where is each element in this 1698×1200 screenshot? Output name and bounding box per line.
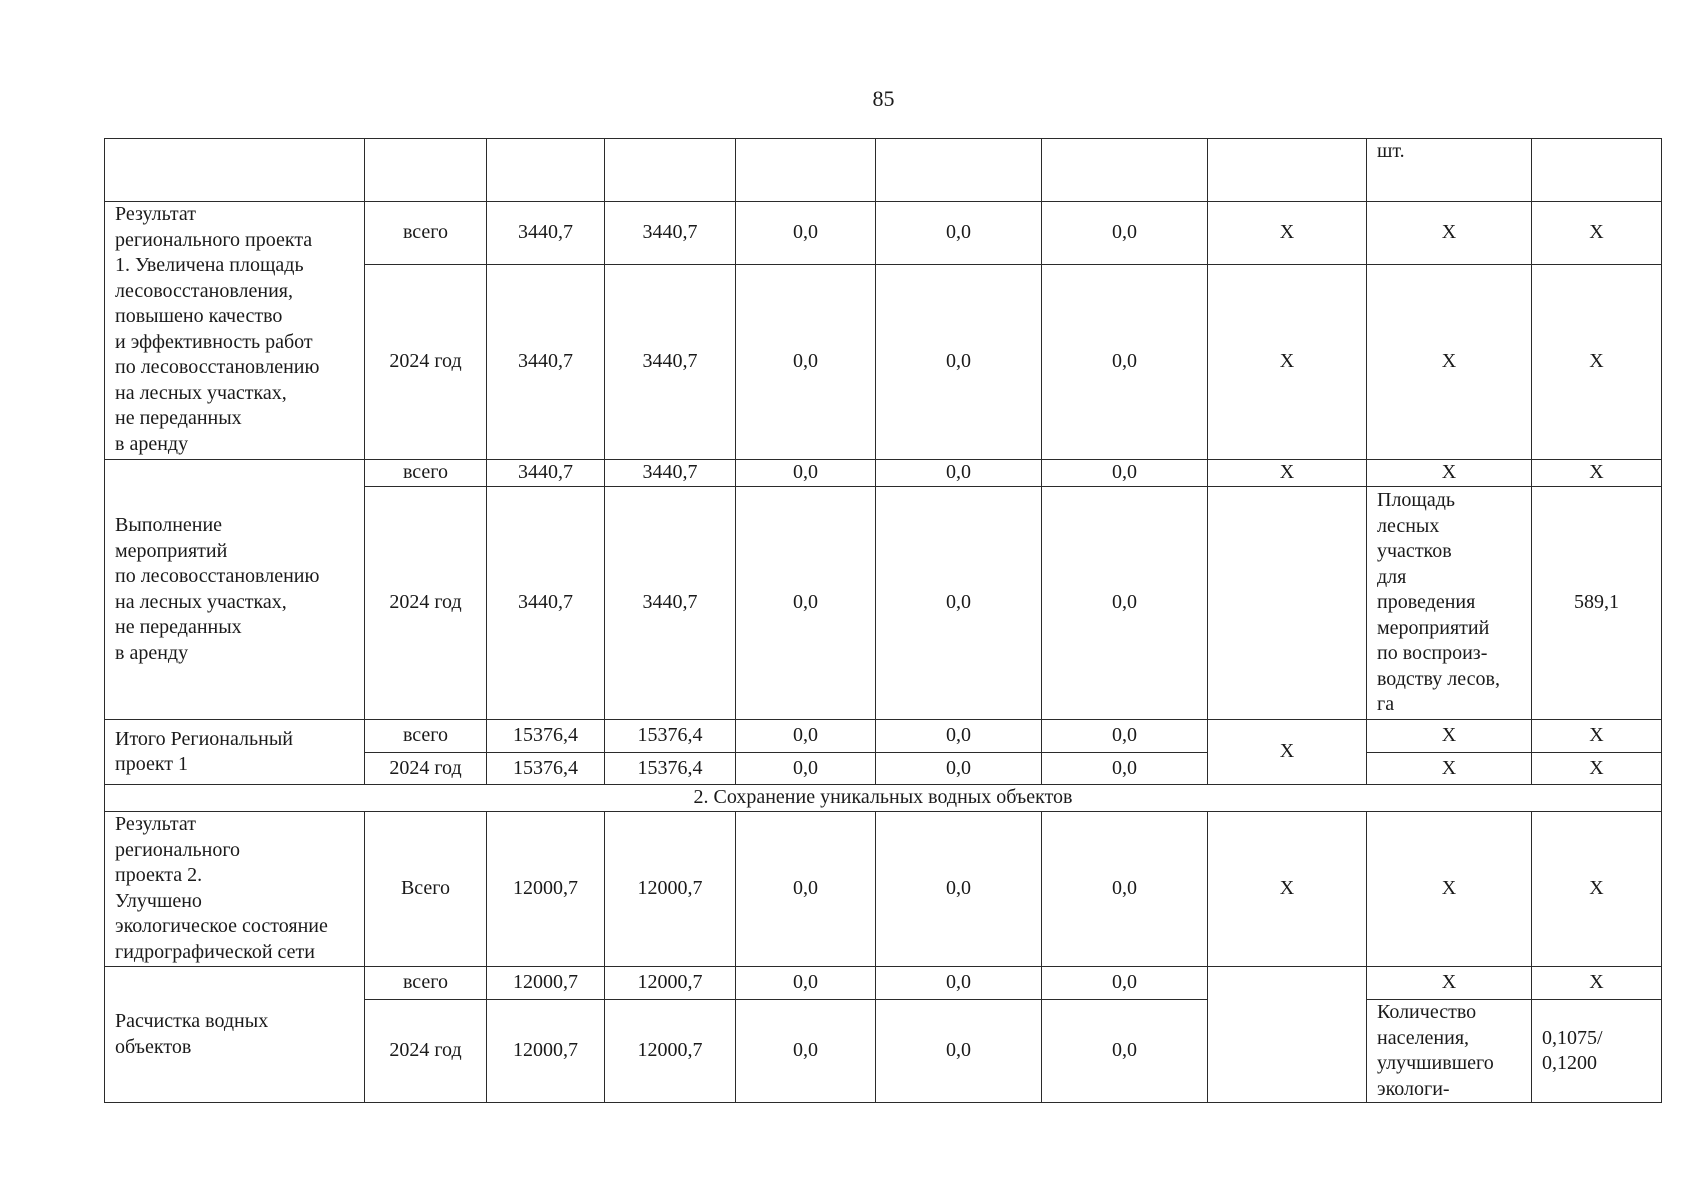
indicator-value-cell: 589,1 — [1532, 487, 1662, 720]
row-label-total-project-1: Итого Региональный проект 1 — [105, 720, 365, 785]
x-cell: Х — [1532, 460, 1662, 487]
value-cell: 0,0 — [1042, 487, 1208, 720]
period-cell: 2024 год — [365, 487, 487, 720]
table-row — [105, 720, 1662, 753]
value-cell: 0,0 — [736, 812, 876, 967]
x-cell: Х — [1367, 202, 1532, 265]
value-cell: 0,0 — [1042, 812, 1208, 967]
unit-cell: шт. — [1367, 139, 1532, 202]
x-cell: Х — [1367, 265, 1532, 460]
value-cell: 0,0 — [876, 487, 1042, 720]
x-cell: Х — [1532, 753, 1662, 785]
value-cell: 0,0 — [736, 967, 876, 1000]
value-cell: 0,0 — [1042, 967, 1208, 1000]
value-cell: 3440,7 — [605, 265, 736, 460]
value-cell: 0,0 — [876, 753, 1042, 785]
cell-empty — [105, 139, 365, 202]
value-cell: 3440,7 — [487, 460, 605, 487]
table-row — [105, 202, 1662, 265]
x-cell: Х — [1367, 967, 1532, 1000]
row-label-result-2: Результат регионального проекта 2. Улучшено экологическое состояние гидрографической сети — [105, 812, 365, 967]
value-cell: 12000,7 — [605, 812, 736, 967]
cell-empty — [1042, 139, 1208, 202]
table-row — [105, 967, 1662, 1000]
cell-empty — [736, 139, 876, 202]
indicator-value-cell: 0,1075/ 0,1200 — [1532, 1000, 1662, 1103]
value-cell: 0,0 — [736, 265, 876, 460]
value-cell: 0,0 — [1042, 460, 1208, 487]
x-cell: Х — [1532, 720, 1662, 753]
x-cell: Х — [1367, 720, 1532, 753]
x-cell: Х — [1532, 967, 1662, 1000]
table-row — [105, 812, 1662, 967]
value-cell: 0,0 — [1042, 720, 1208, 753]
value-cell: 15376,4 — [605, 720, 736, 753]
row-label-water-cleaning: Расчистка водных объектов — [105, 967, 365, 1103]
x-cell: Х — [1367, 753, 1532, 785]
value-cell: 0,0 — [736, 202, 876, 265]
cell-empty — [876, 139, 1042, 202]
value-cell: 15376,4 — [487, 720, 605, 753]
value-cell: 0,0 — [1042, 265, 1208, 460]
value-cell: 3440,7 — [487, 202, 605, 265]
value-cell: 3440,7 — [487, 487, 605, 720]
value-cell: 0,0 — [876, 967, 1042, 1000]
period-cell: Всего — [365, 812, 487, 967]
value-cell: 12000,7 — [487, 967, 605, 1000]
x-cell: Х — [1367, 812, 1532, 967]
row-label-result-1: Результат регионального проекта 1. Увеличена площадь лесовосстановления, повышено качество и эффективность работ по лесовосстановлению на лесных участках, не переданных в аренду — [105, 202, 365, 460]
x-cell: Х — [1208, 202, 1367, 265]
period-cell: всего — [365, 460, 487, 487]
x-cell: Х — [1208, 265, 1367, 460]
value-cell: 3440,7 — [605, 460, 736, 487]
period-cell: 2024 год — [365, 753, 487, 785]
empty-cell — [1208, 487, 1367, 720]
x-cell: Х — [1208, 460, 1367, 487]
cell-empty — [365, 139, 487, 202]
cell-empty — [1208, 139, 1367, 202]
cell-empty — [1532, 139, 1662, 202]
value-cell: 0,0 — [876, 1000, 1042, 1103]
value-cell: 0,0 — [876, 812, 1042, 967]
x-cell: Х — [1367, 460, 1532, 487]
value-cell: 0,0 — [1042, 202, 1208, 265]
period-cell: 2024 год — [365, 265, 487, 460]
value-cell: 3440,7 — [605, 487, 736, 720]
table-row — [105, 460, 1662, 487]
x-cell-merged: Х — [1208, 720, 1367, 785]
cell-empty — [605, 139, 736, 202]
value-cell: 0,0 — [736, 720, 876, 753]
value-cell: 3440,7 — [605, 202, 736, 265]
value-cell: 15376,4 — [605, 753, 736, 785]
budget-table — [104, 138, 1662, 1103]
continuation-row — [105, 139, 1662, 202]
value-cell: 3440,7 — [487, 265, 605, 460]
indicator-cell: Площадь лесных участков для проведения мероприятий по воспроиз- водству лесов, га — [1367, 487, 1532, 720]
value-cell: 15376,4 — [487, 753, 605, 785]
value-cell: 0,0 — [876, 720, 1042, 753]
indicator-cell: Количество населения, улучшившего экологи- — [1367, 1000, 1532, 1103]
x-cell: Х — [1532, 265, 1662, 460]
value-cell: 0,0 — [1042, 1000, 1208, 1103]
period-cell: всего — [365, 967, 487, 1000]
value-cell: 12000,7 — [487, 812, 605, 967]
value-cell: 0,0 — [876, 202, 1042, 265]
row-label-reforestation: Выполнение мероприятий по лесовосстановлению на лесных участках, не переданных в аренду — [105, 460, 365, 720]
x-cell: Х — [1208, 812, 1367, 967]
value-cell: 0,0 — [736, 1000, 876, 1103]
value-cell: 12000,7 — [487, 1000, 605, 1103]
value-cell: 0,0 — [876, 265, 1042, 460]
section-title: 2. Сохранение уникальных водных объектов — [105, 785, 1662, 812]
period-cell: всего — [365, 202, 487, 265]
period-cell: 2024 год — [365, 1000, 487, 1103]
value-cell: 0,0 — [736, 487, 876, 720]
value-cell: 0,0 — [736, 460, 876, 487]
value-cell: 0,0 — [876, 460, 1042, 487]
value-cell: 12000,7 — [605, 1000, 736, 1103]
empty-cell — [1208, 967, 1367, 1103]
value-cell: 0,0 — [1042, 753, 1208, 785]
period-cell: всего — [365, 720, 487, 753]
value-cell: 0,0 — [736, 753, 876, 785]
section-row — [105, 785, 1662, 812]
page-number: 85 — [872, 86, 895, 111]
cell-empty — [487, 139, 605, 202]
value-cell: 12000,7 — [605, 967, 736, 1000]
x-cell: Х — [1532, 202, 1662, 265]
x-cell: Х — [1532, 812, 1662, 967]
